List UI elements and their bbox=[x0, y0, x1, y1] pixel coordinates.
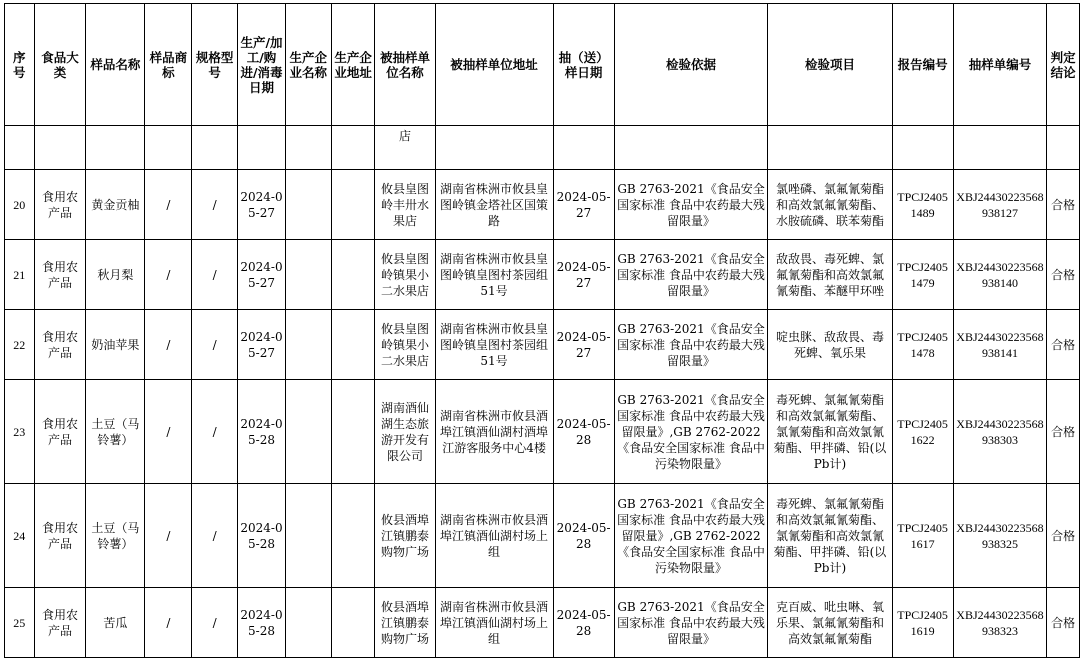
sampling-sheet-number-cell: XBJ24430223568938325 bbox=[953, 484, 1047, 588]
result-cell: 合格 bbox=[1047, 240, 1080, 310]
header-cell: 检验项目 bbox=[768, 4, 892, 126]
data-rows bbox=[5, 170, 1080, 658]
sampled-unit-cell: 攸县皇图岭镇果小二水果店 bbox=[375, 310, 435, 380]
serial-number-cell: 22 bbox=[5, 310, 35, 380]
manufacturer-name-cell bbox=[285, 310, 331, 380]
header-cell: 判定结论 bbox=[1047, 4, 1080, 126]
test-basis-cell: GB 2763-2021《食品安全国家标准 食品中农药最大残留限量》,GB 2762-2022《食品安全国家标准 食品中污染物限量》 bbox=[614, 484, 768, 588]
sampled-unit-cell: 店 bbox=[375, 126, 435, 170]
manufacturer-address-cell bbox=[331, 240, 375, 310]
test-basis-cell: GB 2763-2021《食品安全国家标准 食品中农药最大残留限量》 bbox=[614, 588, 768, 658]
production-date-cell: 2024-05-27 bbox=[238, 240, 286, 310]
serial-number-cell: 24 bbox=[5, 484, 35, 588]
food-category-cell: 食用农产品 bbox=[34, 310, 86, 380]
header-cell: 规格型号 bbox=[192, 4, 238, 126]
sampled-unit-address-cell: 湖南省株洲市攸县酒埠江镇酒仙湖村场上组 bbox=[435, 588, 553, 658]
sampling-sheet-number-cell: XBJ24430223568938127 bbox=[953, 170, 1047, 240]
test-items-cell: 克百威、吡虫啉、氧乐果、氯氟氰菊酯和高效氯氟氰菊酯 bbox=[768, 588, 892, 658]
table-cell bbox=[1047, 126, 1080, 170]
food-category-cell: 食用农产品 bbox=[34, 588, 86, 658]
sampled-unit-address-cell: 湖南省株洲市攸县酒埠江镇酒仙湖村酒埠江游客服务中心4楼 bbox=[435, 380, 553, 484]
table-cell bbox=[768, 126, 892, 170]
result-cell: 合格 bbox=[1047, 588, 1080, 658]
sampled-unit-cell: 攸县酒埠江镇鹏泰购物广场 bbox=[375, 588, 435, 658]
table-cell bbox=[953, 126, 1047, 170]
sample-name-cell: 奶油苹果 bbox=[86, 310, 145, 380]
serial-number-cell: 20 bbox=[5, 170, 35, 240]
manufacturer-address-cell bbox=[331, 170, 375, 240]
sampling-date-cell: 2024-05-28 bbox=[553, 588, 614, 658]
table-row bbox=[5, 310, 1080, 380]
manufacturer-name-cell bbox=[285, 240, 331, 310]
report-number-cell: TPCJ24051617 bbox=[892, 484, 953, 588]
sample-name-cell: 秋月梨 bbox=[86, 240, 145, 310]
test-basis-cell: GB 2763-2021《食品安全国家标准 食品中农药最大残留限量》 bbox=[614, 310, 768, 380]
table-cell bbox=[435, 126, 553, 170]
header-cell: 报告编号 bbox=[892, 4, 953, 126]
header-cell: 样品名称 bbox=[86, 4, 145, 126]
test-items-cell: 敌敌畏、毒死蜱、氯氟氰菊酯和高效氯氟氰菊酯、苯醚甲环唑 bbox=[768, 240, 892, 310]
header-cell: 生产/加工/购进/消毒日期 bbox=[238, 4, 286, 126]
header-cell: 食品大类 bbox=[34, 4, 86, 126]
manufacturer-name-cell bbox=[285, 170, 331, 240]
sample-name-cell: 土豆（马铃薯） bbox=[86, 484, 145, 588]
spec-cell: / bbox=[192, 484, 238, 588]
test-basis-cell: GB 2763-2021《食品安全国家标准 食品中农药最大残留限量》 bbox=[614, 170, 768, 240]
manufacturer-address-cell bbox=[331, 588, 375, 658]
sampled-unit-address-cell: 湖南省株洲市攸县酒埠江镇酒仙湖村场上组 bbox=[435, 484, 553, 588]
sampling-date-cell: 2024-05-27 bbox=[553, 240, 614, 310]
test-basis-cell: GB 2763-2021《食品安全国家标准 食品中农药最大残留限量》 bbox=[614, 240, 768, 310]
food-category-cell: 食用农产品 bbox=[34, 240, 86, 310]
header-cell: 样品商标 bbox=[145, 4, 192, 126]
report-number-cell: TPCJ24051489 bbox=[892, 170, 953, 240]
food-category-cell: 食用农产品 bbox=[34, 484, 86, 588]
brand-cell: / bbox=[145, 484, 192, 588]
serial-number-cell: 21 bbox=[5, 240, 35, 310]
sampled-unit-cell: 攸县酒埠江镇鹏泰购物广场 bbox=[375, 484, 435, 588]
sampling-sheet-number-cell: XBJ24430223568938141 bbox=[953, 310, 1047, 380]
table-row bbox=[5, 240, 1080, 310]
production-date-cell: 2024-05-28 bbox=[238, 588, 286, 658]
sampled-unit-address-cell: 湖南省株洲市攸县皇图岭镇皇图村茶园组51号 bbox=[435, 310, 553, 380]
test-items-cell: 毒死蜱、氯氟氰菊酯和高效氯氟氰菊酯、氯氰菊酯和高效氯氰菊酯、甲拌磷、铅(以Pb计) bbox=[768, 380, 892, 484]
spec-cell: / bbox=[192, 310, 238, 380]
manufacturer-address-cell bbox=[331, 380, 375, 484]
header-cell: 抽样单编号 bbox=[953, 4, 1047, 126]
table-cell bbox=[5, 126, 35, 170]
sample-name-cell: 黄金贡柚 bbox=[86, 170, 145, 240]
header-cell: 生产企业地址 bbox=[331, 4, 375, 126]
sample-name-cell: 土豆（马铃薯） bbox=[86, 380, 145, 484]
test-items-cell: 啶虫脒、敌敌畏、毒死蜱、氧乐果 bbox=[768, 310, 892, 380]
result-cell: 合格 bbox=[1047, 310, 1080, 380]
sample-name-cell: 苦瓜 bbox=[86, 588, 145, 658]
result-cell: 合格 bbox=[1047, 170, 1080, 240]
food-category-cell: 食用农产品 bbox=[34, 170, 86, 240]
table-cell bbox=[285, 126, 331, 170]
header-cell: 序号 bbox=[5, 4, 35, 126]
continuation-row bbox=[5, 126, 1080, 170]
table-row bbox=[5, 380, 1080, 484]
spec-cell: / bbox=[192, 380, 238, 484]
table-cell bbox=[145, 126, 192, 170]
test-items-cell: 氯唑磷、氯氟氰菊酯和高效氯氟氰菊酯、水胺硫磷、联苯菊酯 bbox=[768, 170, 892, 240]
table-cell bbox=[331, 126, 375, 170]
report-number-cell: TPCJ24051479 bbox=[892, 240, 953, 310]
report-number-cell: TPCJ24051619 bbox=[892, 588, 953, 658]
table-row bbox=[5, 484, 1080, 588]
sampling-date-cell: 2024-05-28 bbox=[553, 380, 614, 484]
table-row bbox=[5, 588, 1080, 658]
sampled-unit-address-cell: 湖南省株洲市攸县皇图岭镇皇图村茶园组51号 bbox=[435, 240, 553, 310]
table-cell bbox=[614, 126, 768, 170]
header-cell: 抽（送）样日期 bbox=[553, 4, 614, 126]
report-number-cell: TPCJ24051478 bbox=[892, 310, 953, 380]
table-cell bbox=[892, 126, 953, 170]
report-number-cell: TPCJ24051622 bbox=[892, 380, 953, 484]
result-cell: 合格 bbox=[1047, 484, 1080, 588]
spec-cell: / bbox=[192, 170, 238, 240]
production-date-cell: 2024-05-28 bbox=[238, 484, 286, 588]
manufacturer-address-cell bbox=[331, 484, 375, 588]
manufacturer-name-cell bbox=[285, 380, 331, 484]
serial-number-cell: 25 bbox=[5, 588, 35, 658]
sampled-unit-address-cell: 湖南省株洲市攸县皇图岭镇金塔社区国策路 bbox=[435, 170, 553, 240]
header-cell: 被抽样单位名称 bbox=[375, 4, 435, 126]
brand-cell: / bbox=[145, 310, 192, 380]
header-cell: 检验依据 bbox=[614, 4, 768, 126]
sampling-date-cell: 2024-05-27 bbox=[553, 310, 614, 380]
inspection-results-table bbox=[4, 3, 1080, 658]
sampling-sheet-number-cell: XBJ24430223568938323 bbox=[953, 588, 1047, 658]
brand-cell: / bbox=[145, 240, 192, 310]
table-cell bbox=[553, 126, 614, 170]
header-cell: 生产企业名称 bbox=[285, 4, 331, 126]
header-cell: 被抽样单位地址 bbox=[435, 4, 553, 126]
sampled-unit-cell: 湖南酒仙湖生态旅游开发有限公司 bbox=[375, 380, 435, 484]
spec-cell: / bbox=[192, 240, 238, 310]
sampling-date-cell: 2024-05-28 bbox=[553, 484, 614, 588]
manufacturer-name-cell bbox=[285, 484, 331, 588]
sampling-sheet-number-cell: XBJ24430223568938303 bbox=[953, 380, 1047, 484]
test-basis-cell: GB 2763-2021《食品安全国家标准 食品中农药最大残留限量》,GB 2762-2022《食品安全国家标准 食品中污染物限量》 bbox=[614, 380, 768, 484]
production-date-cell: 2024-05-28 bbox=[238, 380, 286, 484]
spec-cell: / bbox=[192, 588, 238, 658]
table-row bbox=[5, 170, 1080, 240]
brand-cell: / bbox=[145, 380, 192, 484]
sampled-unit-cell: 攸县皇图岭丰卅水果店 bbox=[375, 170, 435, 240]
food-category-cell: 食用农产品 bbox=[34, 380, 86, 484]
sampled-unit-cell: 攸县皇图岭镇果小二水果店 bbox=[375, 240, 435, 310]
manufacturer-address-cell bbox=[331, 310, 375, 380]
sampling-date-cell: 2024-05-27 bbox=[553, 170, 614, 240]
brand-cell: / bbox=[145, 170, 192, 240]
production-date-cell: 2024-05-27 bbox=[238, 310, 286, 380]
table-cell bbox=[34, 126, 86, 170]
result-cell: 合格 bbox=[1047, 380, 1080, 484]
serial-number-cell: 23 bbox=[5, 380, 35, 484]
table-cell bbox=[238, 126, 286, 170]
table-cell bbox=[86, 126, 145, 170]
test-items-cell: 毒死蜱、氯氟氰菊酯和高效氯氟氰菊酯、氯氰菊酯和高效氯氰菊酯、甲拌磷、铅(以Pb计) bbox=[768, 484, 892, 588]
header-row bbox=[5, 4, 1080, 126]
brand-cell: / bbox=[145, 588, 192, 658]
manufacturer-name-cell bbox=[285, 588, 331, 658]
sampling-sheet-number-cell: XBJ24430223568938140 bbox=[953, 240, 1047, 310]
production-date-cell: 2024-05-27 bbox=[238, 170, 286, 240]
table-cell bbox=[192, 126, 238, 170]
